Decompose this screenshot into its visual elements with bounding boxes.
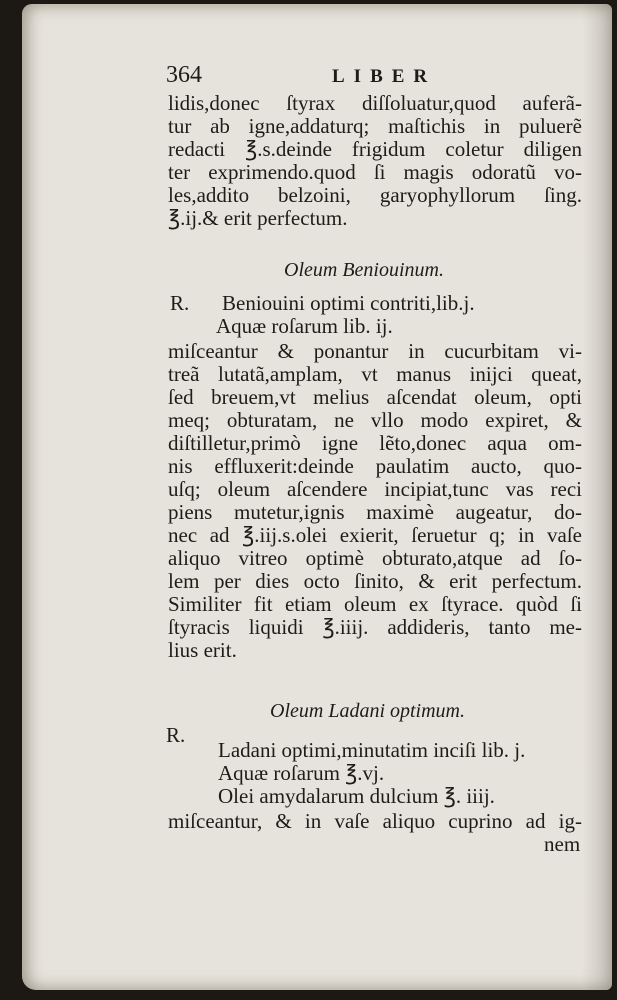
text-line: lius erit. — [168, 638, 237, 662]
recipe-mark: R. — [166, 723, 186, 747]
catchword: nem — [544, 832, 581, 856]
text-line: nec ad ℥.iij.s.olei exierit, ſeruetur q; in vaſe — [168, 523, 582, 547]
text-line: piens mutetur,ignis maximè augeatur, do- — [168, 500, 582, 524]
recipe-mark: R. — [170, 291, 190, 315]
page-header — [166, 62, 466, 92]
text-line: lem per dies octo ſinito, & erit perfectum. — [168, 569, 582, 593]
section-heading: Oleum Ladani optimum. — [270, 700, 465, 722]
ingredient-line: Aquæ roſarum ℥.vj. — [218, 761, 385, 785]
ingredient-line: Olei amydalarum dulcium ℥. iiij. — [218, 784, 495, 808]
text-line: meq; obturatam, ne vllo modo expiret, & — [168, 408, 582, 432]
text-line: ſtyracis liquidi ℥.iiij. addideris, tanto me- — [168, 615, 582, 639]
text-line: ter exprimendo.quod ſi magis odoratũ vo- — [168, 160, 582, 184]
running-title: LIBER — [332, 66, 437, 87]
text-line: ℥.ij.& erit perfectum. — [168, 206, 348, 230]
ingredient-line: Beniouini optimi contriti,lib.j. — [222, 291, 475, 315]
text-line: aliquo vitreo optimè obturato,atque ad ſo- — [168, 546, 582, 570]
text-line: ſed breuem,vt melius aſcendat oleum, opti — [168, 385, 582, 409]
page-number: 364 — [166, 62, 202, 88]
text-line: miſceantur & ponantur in cucurbitam vi- — [168, 339, 582, 363]
text-line: miſceantur, & in vaſe aliquo cuprino ad ig- — [168, 809, 582, 833]
section-heading: Oleum Beniouinum. — [284, 259, 444, 281]
text-line: lidis,donec ſtyrax diſſoluatur,quod auferã- — [168, 91, 582, 115]
text-line: tur ab igne,addaturq; maſtichis in puluerẽ — [168, 114, 582, 138]
text-line: redacti ℥.s.deinde frigidum coletur diligen — [168, 137, 582, 161]
text-line: diſtilletur,primò igne lẽto,donec aqua om- — [168, 431, 582, 455]
page-sheet — [22, 4, 612, 990]
text-line: uſq; oleum aſcendere incipiat,tunc vas reci — [168, 477, 582, 501]
ingredient-line: Ladani optimi,minutatim inciſi lib. j. — [218, 738, 526, 762]
ingredient-line: Aquæ roſarum lib. ij. — [216, 314, 393, 338]
text-line: treã lutatã,amplam, vt manus inijci queat, — [168, 362, 582, 386]
text-line: Similiter fit etiam oleum ex ſtyrace. quòd ſi — [168, 592, 582, 616]
text-line: nis effluxerit:deinde paulatim aucto, quo- — [168, 454, 582, 478]
text-line: les,addito belzoini, garyophyllorum ſing. — [168, 183, 582, 207]
